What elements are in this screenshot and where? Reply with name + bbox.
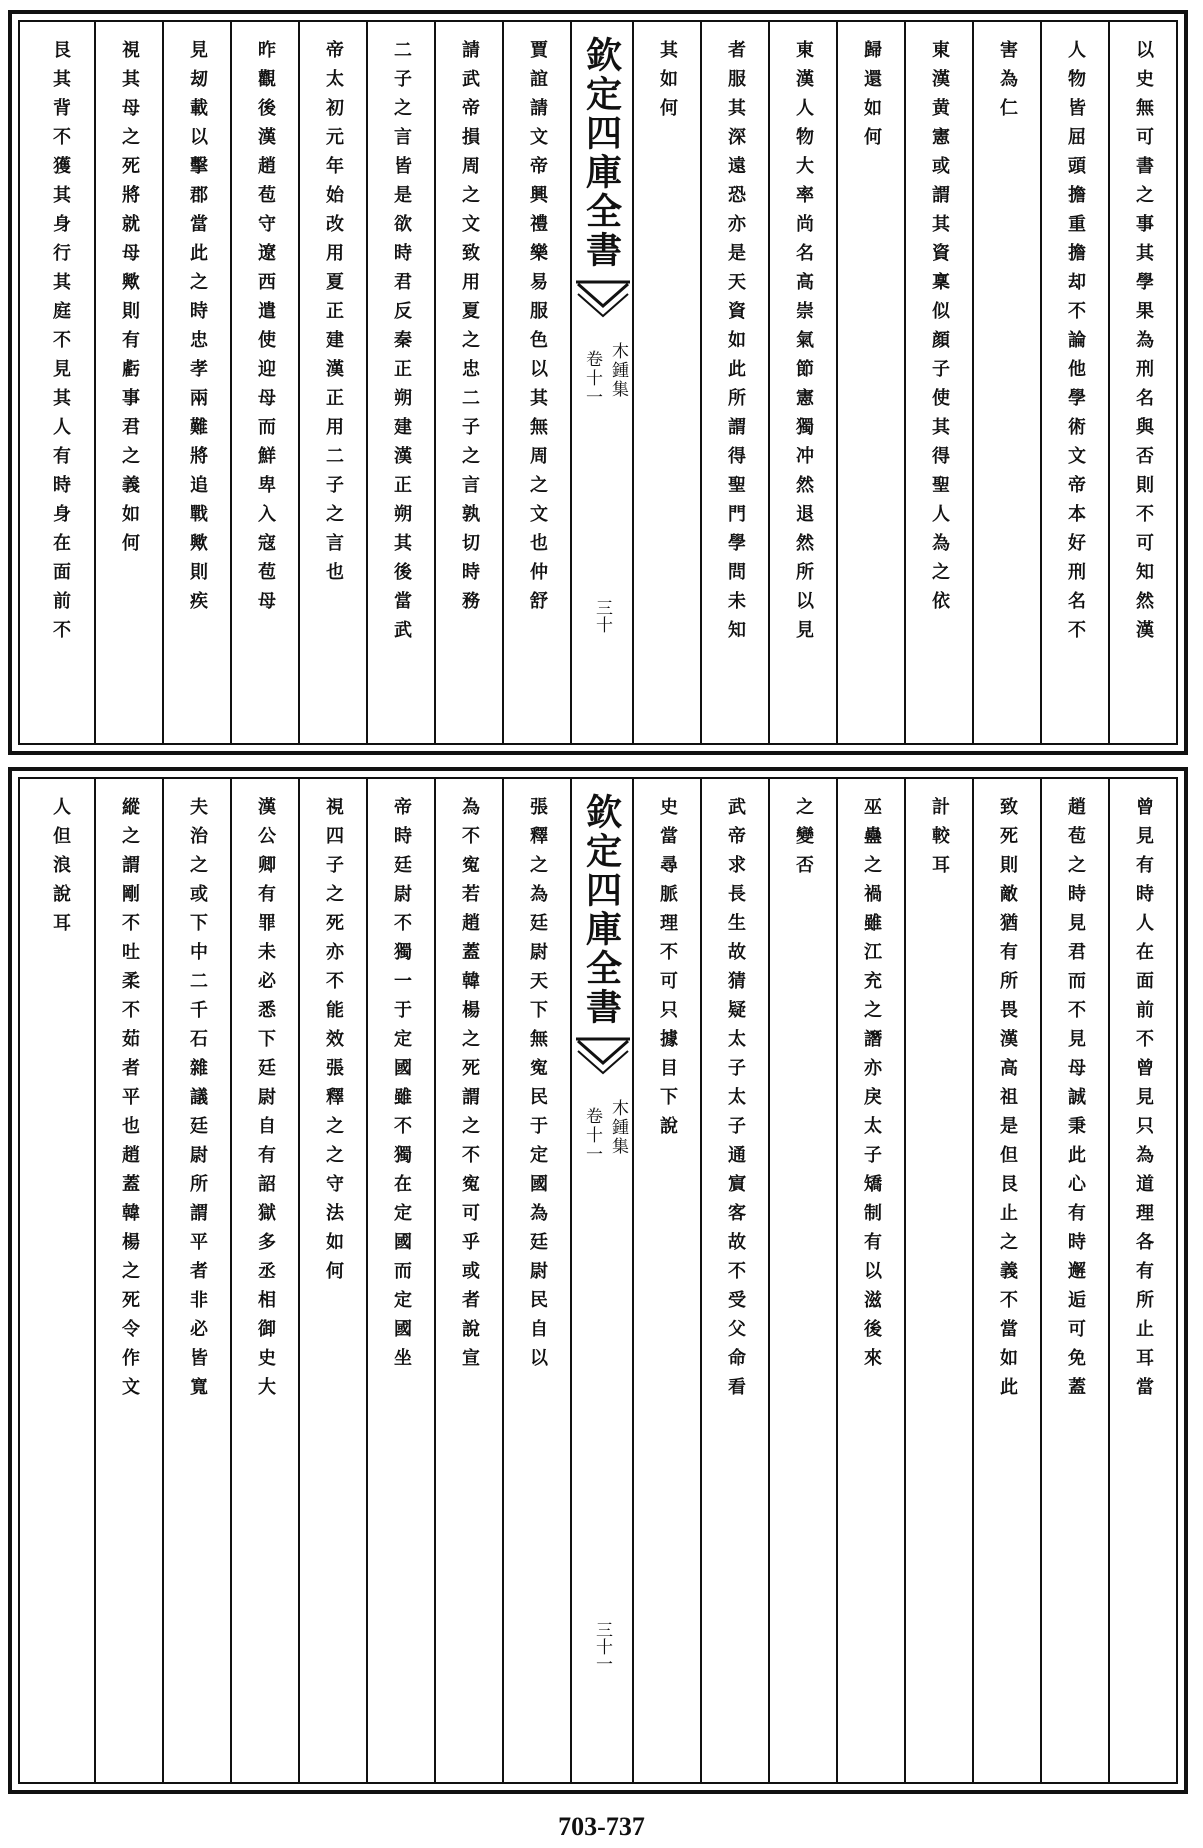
column-text: 東漢人物大率尚名高崇氣節憲獨冲然退然所以見	[793, 40, 814, 649]
column-text: 二子之言皆是欲時君反秦正朔建漢正朔其後當武	[391, 40, 412, 649]
text-column	[162, 22, 230, 743]
book-name: 木鍾集	[608, 1099, 628, 1156]
column-text: 者服其深遠恐亦是天資如此所謂得聖門學問未知	[725, 40, 746, 649]
series-title: 欽定四庫全書	[580, 793, 623, 1027]
column-text: 漢公卿有罪未必悉下廷尉自有詔獄多丞相御史大	[255, 797, 276, 1406]
text-column	[434, 22, 502, 743]
volume-page-number: 703-737	[558, 1812, 645, 1841]
text-column	[94, 779, 162, 1782]
series-title: 欽定四庫全書	[580, 36, 623, 270]
column-text: 視四子之死亦不能效張釋之之守法如何	[323, 797, 344, 1290]
column-text: 請武帝損周之文致用夏之忠二子之言孰切時務	[459, 40, 480, 620]
column-text: 為不寃若趙蓋韓楊之死謂之不寃可乎或者說宣	[459, 797, 480, 1377]
column-text: 其如何	[657, 40, 678, 127]
text-column	[162, 779, 230, 1782]
book-name: 木鍾集	[608, 342, 628, 399]
column-text: 見刼載以擊郡當此之時忠孝兩難將追戰歟則疾	[187, 40, 208, 620]
text-column	[632, 779, 700, 1782]
column-text: 縱之謂剛不吐柔不茹者平也趙蓋韓楊之死令作文	[119, 797, 140, 1406]
text-column	[1040, 22, 1108, 743]
text-column	[1040, 779, 1108, 1782]
text-column	[972, 22, 1040, 743]
text-column	[94, 22, 162, 743]
text-column	[836, 22, 904, 743]
text-column	[700, 779, 768, 1782]
text-column	[298, 22, 366, 743]
volume-label: 卷十一	[582, 1107, 602, 1164]
text-column	[700, 22, 768, 743]
column-text: 夫治之或下中二千石雜議廷尉所謂平者非必皆寬	[187, 797, 208, 1406]
column-text: 人物皆屈頭擔重擔却不論他學術文帝本好刑名不	[1065, 40, 1086, 649]
text-frame	[18, 777, 1178, 1784]
volume-label: 卷十一	[582, 350, 602, 407]
column-text: 之變否	[793, 797, 814, 884]
text-column	[768, 779, 836, 1782]
text-column	[1108, 22, 1176, 743]
fish-tail-mark	[576, 1037, 630, 1077]
column-text: 東漢黄憲或謂其資稟似顔子使其得聖人為之依	[929, 40, 950, 620]
text-column	[502, 22, 570, 743]
column-text: 曾見有時人在面前不曾見只為道理各有所止耳當	[1133, 797, 1154, 1406]
text-column	[632, 22, 700, 743]
column-text: 歸還如何	[861, 40, 882, 156]
column-text: 史當尋脈理不可只據目下說	[657, 797, 678, 1145]
column-text: 害為仁	[997, 40, 1018, 127]
text-column	[366, 22, 434, 743]
column-text: 視其母之死將就母歟則有虧事君之義如何	[119, 40, 140, 562]
text-column	[434, 779, 502, 1782]
text-column	[972, 779, 1040, 1782]
column-text: 以史無可書之事其學果為刑名與否則不可知然漢	[1133, 40, 1154, 649]
fish-tail-mark	[576, 280, 630, 320]
center-fold-strip	[570, 779, 632, 1782]
text-column	[230, 22, 298, 743]
top-page	[8, 10, 1188, 755]
column-text: 趙苞之時見君而不見母誠秉此心有時邂逅可免蓋	[1065, 797, 1086, 1406]
text-column	[502, 779, 570, 1782]
column-text: 張釋之為廷尉天下無寃民于定國為廷尉民自以	[527, 797, 548, 1377]
text-column	[230, 779, 298, 1782]
text-frame	[18, 20, 1178, 745]
leaf-number: 三十一	[592, 1621, 612, 1672]
text-column	[904, 22, 972, 743]
column-text: 巫蠱之禍雖江充之譖亦戾太子矯制有以滋後來	[861, 797, 882, 1377]
column-text: 致死則敵猶有所畏漢高祖是但艮止之義不當如此	[997, 797, 1018, 1406]
text-column	[836, 779, 904, 1782]
column-text: 計較耳	[929, 797, 950, 884]
text-column	[904, 779, 972, 1782]
column-text: 帝太初元年始改用夏正建漢正用二子之言也	[323, 40, 344, 591]
text-column	[768, 22, 836, 743]
column-text: 帝時廷尉不獨一于定國雖不獨在定國而定國坐	[391, 797, 412, 1377]
column-text: 武帝求長生故猜疑太子太子通賔客故不受父命看	[725, 797, 746, 1406]
column-text: 賈誼請文帝興禮樂易服色以其無周之文也仲舒	[527, 40, 548, 620]
text-column	[1108, 779, 1176, 1782]
text-column	[298, 779, 366, 1782]
text-column	[26, 22, 94, 743]
column-text: 人但浪說耳	[50, 797, 71, 942]
text-column	[26, 779, 94, 1782]
leaf-number: 三十	[592, 599, 612, 633]
text-column	[366, 779, 434, 1782]
bottom-page	[8, 767, 1188, 1794]
column-text: 艮其背不獲其身行其庭不見其人有時身在面前不	[50, 40, 71, 649]
center-fold-strip	[570, 22, 632, 743]
column-text: 昨觀後漢趙苞守遼西遣使迎母而鮮卑入寇苞母	[255, 40, 276, 620]
